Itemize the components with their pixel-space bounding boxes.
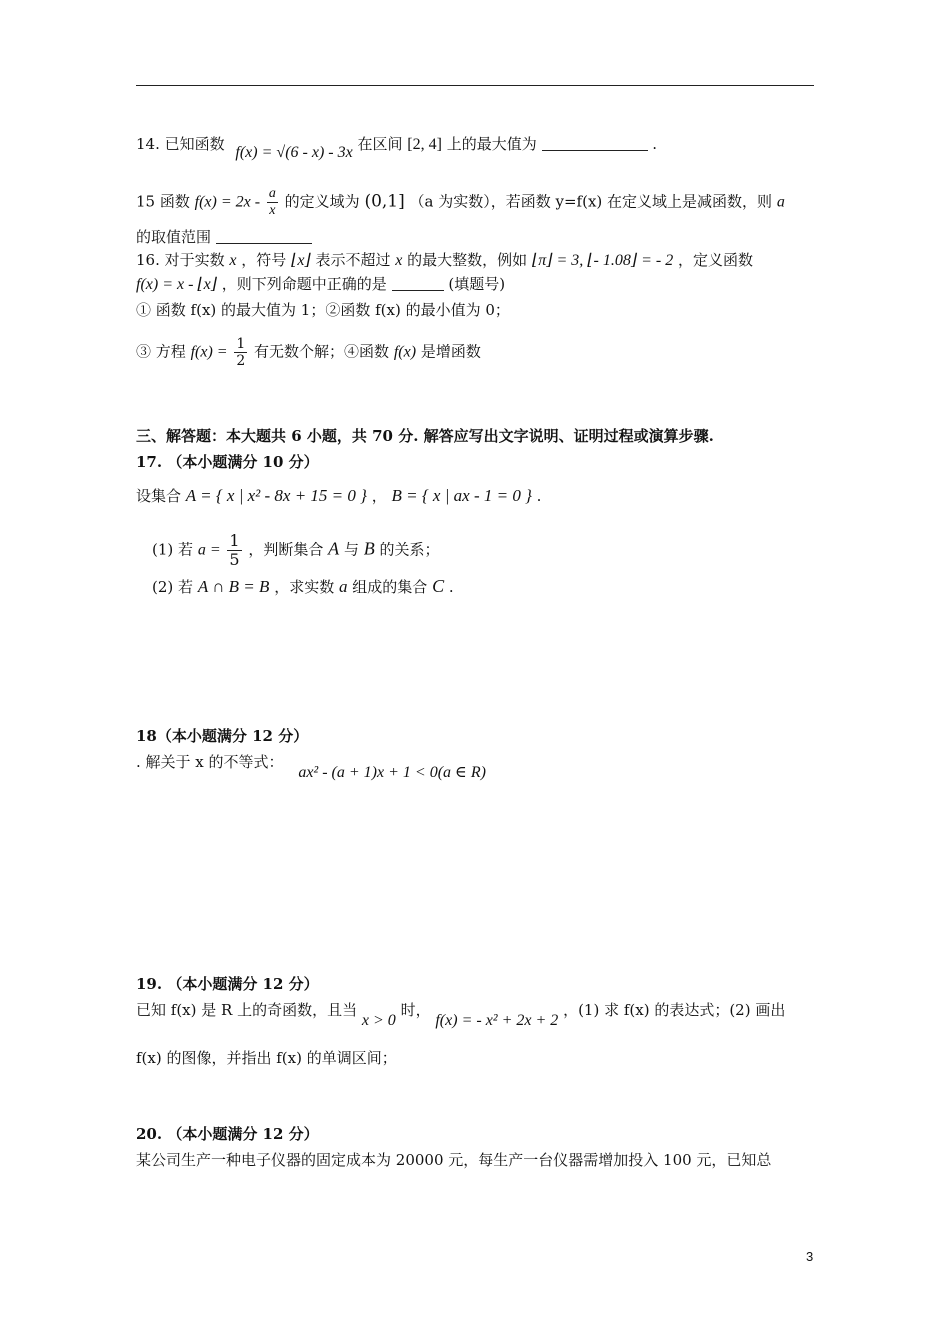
q17-p2-end: . [448, 578, 454, 596]
q18-formula: ax² - (a + 1)x + 1 < 0(a ∈ R) [298, 764, 486, 781]
q19-line2: f(x) 的图像，并指出 f(x) 的单调区间； [136, 1049, 397, 1067]
q17-p1-d: 的关系； [379, 540, 440, 559]
q14-answer-blank [542, 134, 648, 151]
q15-answer-blank [216, 227, 312, 244]
q17-set-prefix: 设集合 [136, 487, 182, 505]
question-16-line2 [136, 274, 505, 295]
q16-opt3-formula2: f(x) [393, 343, 417, 361]
q17-p2-var: a [339, 577, 348, 596]
q16-opt3-a: ③ 方程 [136, 342, 186, 361]
q19-line1-a: 已知 f(x) 是 R 上的奇函数，且当 [136, 1001, 358, 1019]
q16-opt3-num: 1 [236, 336, 246, 352]
q16-opt3-c: 是增函数 [420, 342, 481, 361]
q16-opt3-den: 2 [236, 353, 246, 369]
q18-text: . 解关于 x 的不等式： [136, 753, 284, 771]
q17-set-end: . [536, 487, 542, 505]
q14-formula: f(x) = √(6 - x) - 3x [235, 144, 353, 161]
q14-end: . [652, 135, 658, 153]
q18-title: 18（本小题满分 12 分） [136, 727, 309, 745]
page-number: 3 [806, 1249, 814, 1264]
question-14 [136, 134, 658, 161]
q16-line2-formula: f(x) = x - ⌊x⌋ [136, 276, 218, 293]
q20-title: 20. （本小题满分 12 分） [136, 1125, 319, 1143]
q17-p2-C: C [432, 576, 445, 596]
q17-set-a: A = { x | x² - 8x + 15 = 0 } [185, 486, 367, 505]
q16-opt1: ① 函数 f(x) 的最大值为 1；②函数 f(x) 的最小值为 0； [136, 301, 510, 319]
q15-line2: 的取值范围 [136, 228, 212, 246]
q19-cond: x > 0 [361, 1012, 396, 1029]
q16-line1-e: ，定义函数 [677, 251, 753, 269]
q16-opt3-fraction [234, 336, 247, 369]
q17-p2-b: ，求实数 [274, 578, 335, 596]
q17-p1-fraction [227, 532, 241, 569]
q16-opt3-b: 有无数个解；④函数 [254, 342, 390, 361]
q16-example: ⌊π⌋ = 3, ⌊- 1.08⌋ = - 2 [531, 252, 674, 269]
q17-set-line [136, 486, 541, 506]
q15-frac-num: a [268, 186, 276, 201]
q15-text1: 的定义域为 [284, 192, 360, 211]
q17-set-sep: ， [371, 487, 387, 505]
q16-floor-x: ⌊x⌋ [291, 252, 311, 269]
q15-prefix: 15 函数 [136, 192, 190, 211]
q19-line1-b: 时， [400, 1001, 431, 1019]
q16-var-x: x [229, 252, 237, 269]
q16-line1-d: 的最大整数，例如 [407, 251, 528, 269]
q17-part2 [152, 576, 454, 597]
q16-line2-end: (填题号) [448, 275, 506, 293]
q15-var-a: a [776, 193, 785, 211]
q17-p1-formula: a = [197, 541, 221, 559]
q16-line1-c: 表示不超过 [315, 251, 391, 269]
q17-p1-a: (1) 若 [152, 540, 194, 559]
q16-opt3-formula: f(x) = [190, 343, 228, 361]
q15-fraction [267, 186, 278, 219]
question-15 [136, 186, 785, 219]
section-3-heading: 三、解答题：本大题共 6 小题，共 70 分. 解答应写出文字说明、证明过程或演算步骤. [136, 427, 714, 445]
q17-part1 [152, 532, 440, 569]
question-16-options-1 [136, 300, 510, 320]
q17-p2-formula: A ∩ B = B [197, 577, 270, 596]
q15-text2: （a 为实数），若函数 y=f(x) 在定义域上是减函数，则 [409, 192, 773, 211]
q17-title: 17. （本小题满分 10 分） [136, 453, 319, 471]
q20-line1: 某公司生产一种电子仪器的固定成本为 20000 元，每生产一台仪器需增加投入 100 元，已知总 [136, 1151, 772, 1169]
q15-domain: (0,1] [364, 191, 405, 212]
q15-frac-den: x [269, 203, 276, 218]
header-rule [136, 85, 814, 86]
q17-p1-b: ，判断集合 [248, 540, 324, 559]
q16-answer-blank [392, 274, 444, 291]
q17-p1-A: A [328, 538, 340, 559]
q17-p2-c: 组成的集合 [352, 578, 428, 596]
q17-p1-c: 与 [343, 540, 359, 559]
q14-prefix: 14. 已知函数 [136, 135, 225, 153]
q17-set-b: B = { x | ax - 1 = 0 } [391, 486, 532, 505]
q19-line1 [136, 1000, 786, 1029]
q14-interval: [2, 4] [407, 136, 442, 153]
q17-p1-num: 1 [229, 531, 240, 550]
q19-title: 19. （本小题满分 12 分） [136, 975, 319, 993]
q17-p1-B: B [363, 538, 375, 559]
q14-mid: 在区间 [357, 135, 403, 153]
q16-line1-a: 16. 对于实数 [136, 251, 225, 269]
q17-p2-a: (2) 若 [152, 578, 194, 596]
q16-line2-text: ，则下列命题中正确的是 [221, 275, 387, 293]
q18-text-line [136, 752, 486, 781]
q19-formula: f(x) = - x² + 2x + 2 [435, 1012, 559, 1029]
q14-suffix: 上的最大值为 [446, 135, 537, 153]
q15-formula: f(x) = 2x - [194, 193, 261, 211]
q19-line1-c: ，(1) 求 f(x) 的表达式；(2) 画出 [563, 1001, 786, 1019]
question-16-options-2 [136, 336, 481, 369]
q17-p1-den: 5 [229, 550, 240, 569]
q16-line1-b: ，符号 [241, 251, 287, 269]
question-16: 16. 对于实数 x ，符号 ⌊x⌋ 表示不超过 x 的最大整数，例如 ⌊π⌋ = 3, ⌊- 1.08⌋ = - 2 ，定义函数 [136, 251, 753, 269]
question-15-line2 [136, 227, 312, 247]
